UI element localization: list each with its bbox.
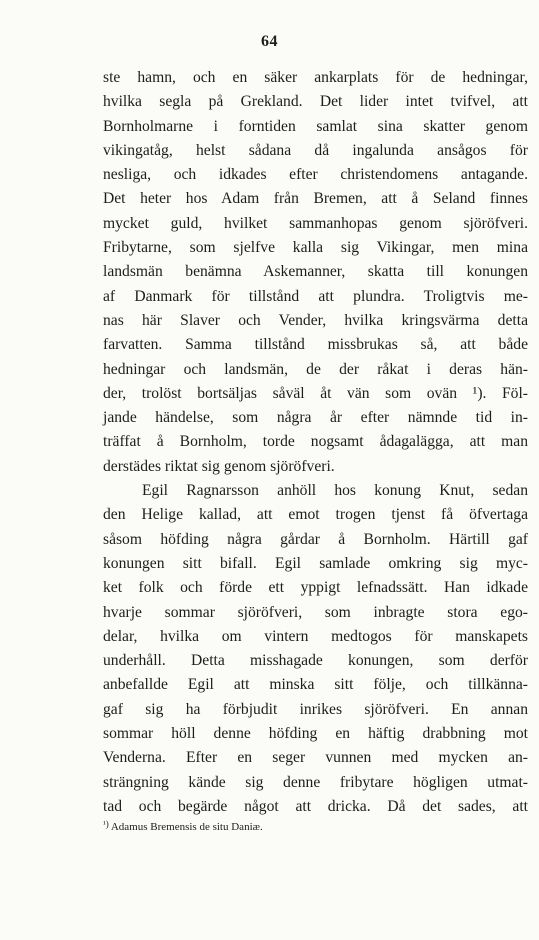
text-line: jande händelse, som några år efter nämnde tid in-: [103, 409, 528, 427]
text-line: der, trolöst bortsäljas såväl åt vän som ovän ¹). Föl-: [103, 384, 528, 402]
page-number: 64: [261, 33, 278, 50]
text-line: strängning kände sig denne fribytare högligen utmat-: [103, 773, 528, 791]
text-line: gaf sig ha förbjudit inrikes sjöröfveri. En annan: [103, 700, 528, 718]
text-line: hvilka segla på Grekland. Det lider intet tvifvel, att: [103, 93, 528, 111]
body-text: [103, 66, 528, 819]
text-line: Venderna. Efter en seger vunnen med mycken an-: [103, 749, 528, 767]
text-line: landsmän benämna Askemanner, skatta till konungen: [103, 263, 528, 281]
text-line: mycket guld, hvilket sammanhopas genom sjöröfveri.: [103, 214, 528, 232]
text-line: af Danmark för tillstånd att plundra. Troligtvis me-: [103, 287, 528, 305]
footnote-mark: ¹): [103, 819, 109, 829]
text-line: såsom höfding några gårdar å Bornholm. Härtill gaf: [103, 530, 528, 548]
text-line: Bornholmarne i forntiden samlat sina skatter genom: [103, 117, 528, 135]
text-line: träffat å Bornholm, torde nogsamt ådagalägga, att man: [103, 433, 528, 451]
text-line: den Helige kallad, att emot trogen tjenst få öfvertaga: [103, 506, 528, 524]
footnote-text: Adamus Bremensis de situ Daniæ.: [110, 821, 263, 833]
text-line: vikingatåg, helst sådana då ingalunda ansågos för: [103, 141, 528, 159]
text-line: farvatten. Samma tillstånd missbrukas så, att både: [103, 336, 528, 354]
text-line: Det heter hos Adam från Bremen, att å Seland finnes: [103, 190, 528, 208]
text-line: derstädes riktat sig genom sjöröfveri.: [103, 457, 335, 475]
text-line: hvarje sommar sjöröfveri, som inbragte stora ego-: [103, 603, 528, 621]
text-line: konungen sitt bifall. Egil samlade omkring sig myc-: [103, 554, 528, 572]
text-line: delar, hvilka om vintern medtogos för manskapets: [103, 627, 528, 645]
text-line: ket folk och förde ett yppigt lefnadssätt. Han idkade: [103, 579, 528, 597]
text-line: nas här Slaver och Vender, hvilka kringsvärma detta: [103, 311, 528, 329]
text-line: hedningar och landsmän, de der råkat i deras hän-: [103, 360, 528, 378]
footnote: [103, 817, 528, 834]
text-line: anbefallde Egil att minska sitt följe, och tillkänna-: [103, 676, 528, 694]
text-line: nesliga, och idkades efter christendomens antagande.: [103, 166, 528, 184]
text-line: sommar höll denne höfding en häftig drabbning mot: [103, 725, 528, 743]
text-line: Fribytarne, som sjelfve kalla sig Vikingar, men mina: [103, 239, 528, 257]
text-line: tad och begärde något att dricka. Då det sades, att: [103, 797, 528, 815]
text-line: Egil Ragnarsson anhöll hos konung Knut, sedan: [142, 482, 528, 500]
text-line: ste hamn, och en säker ankarplats för de hedningar,: [103, 69, 528, 86]
text-line: underhåll. Detta misshagade konungen, som derför: [103, 652, 528, 670]
